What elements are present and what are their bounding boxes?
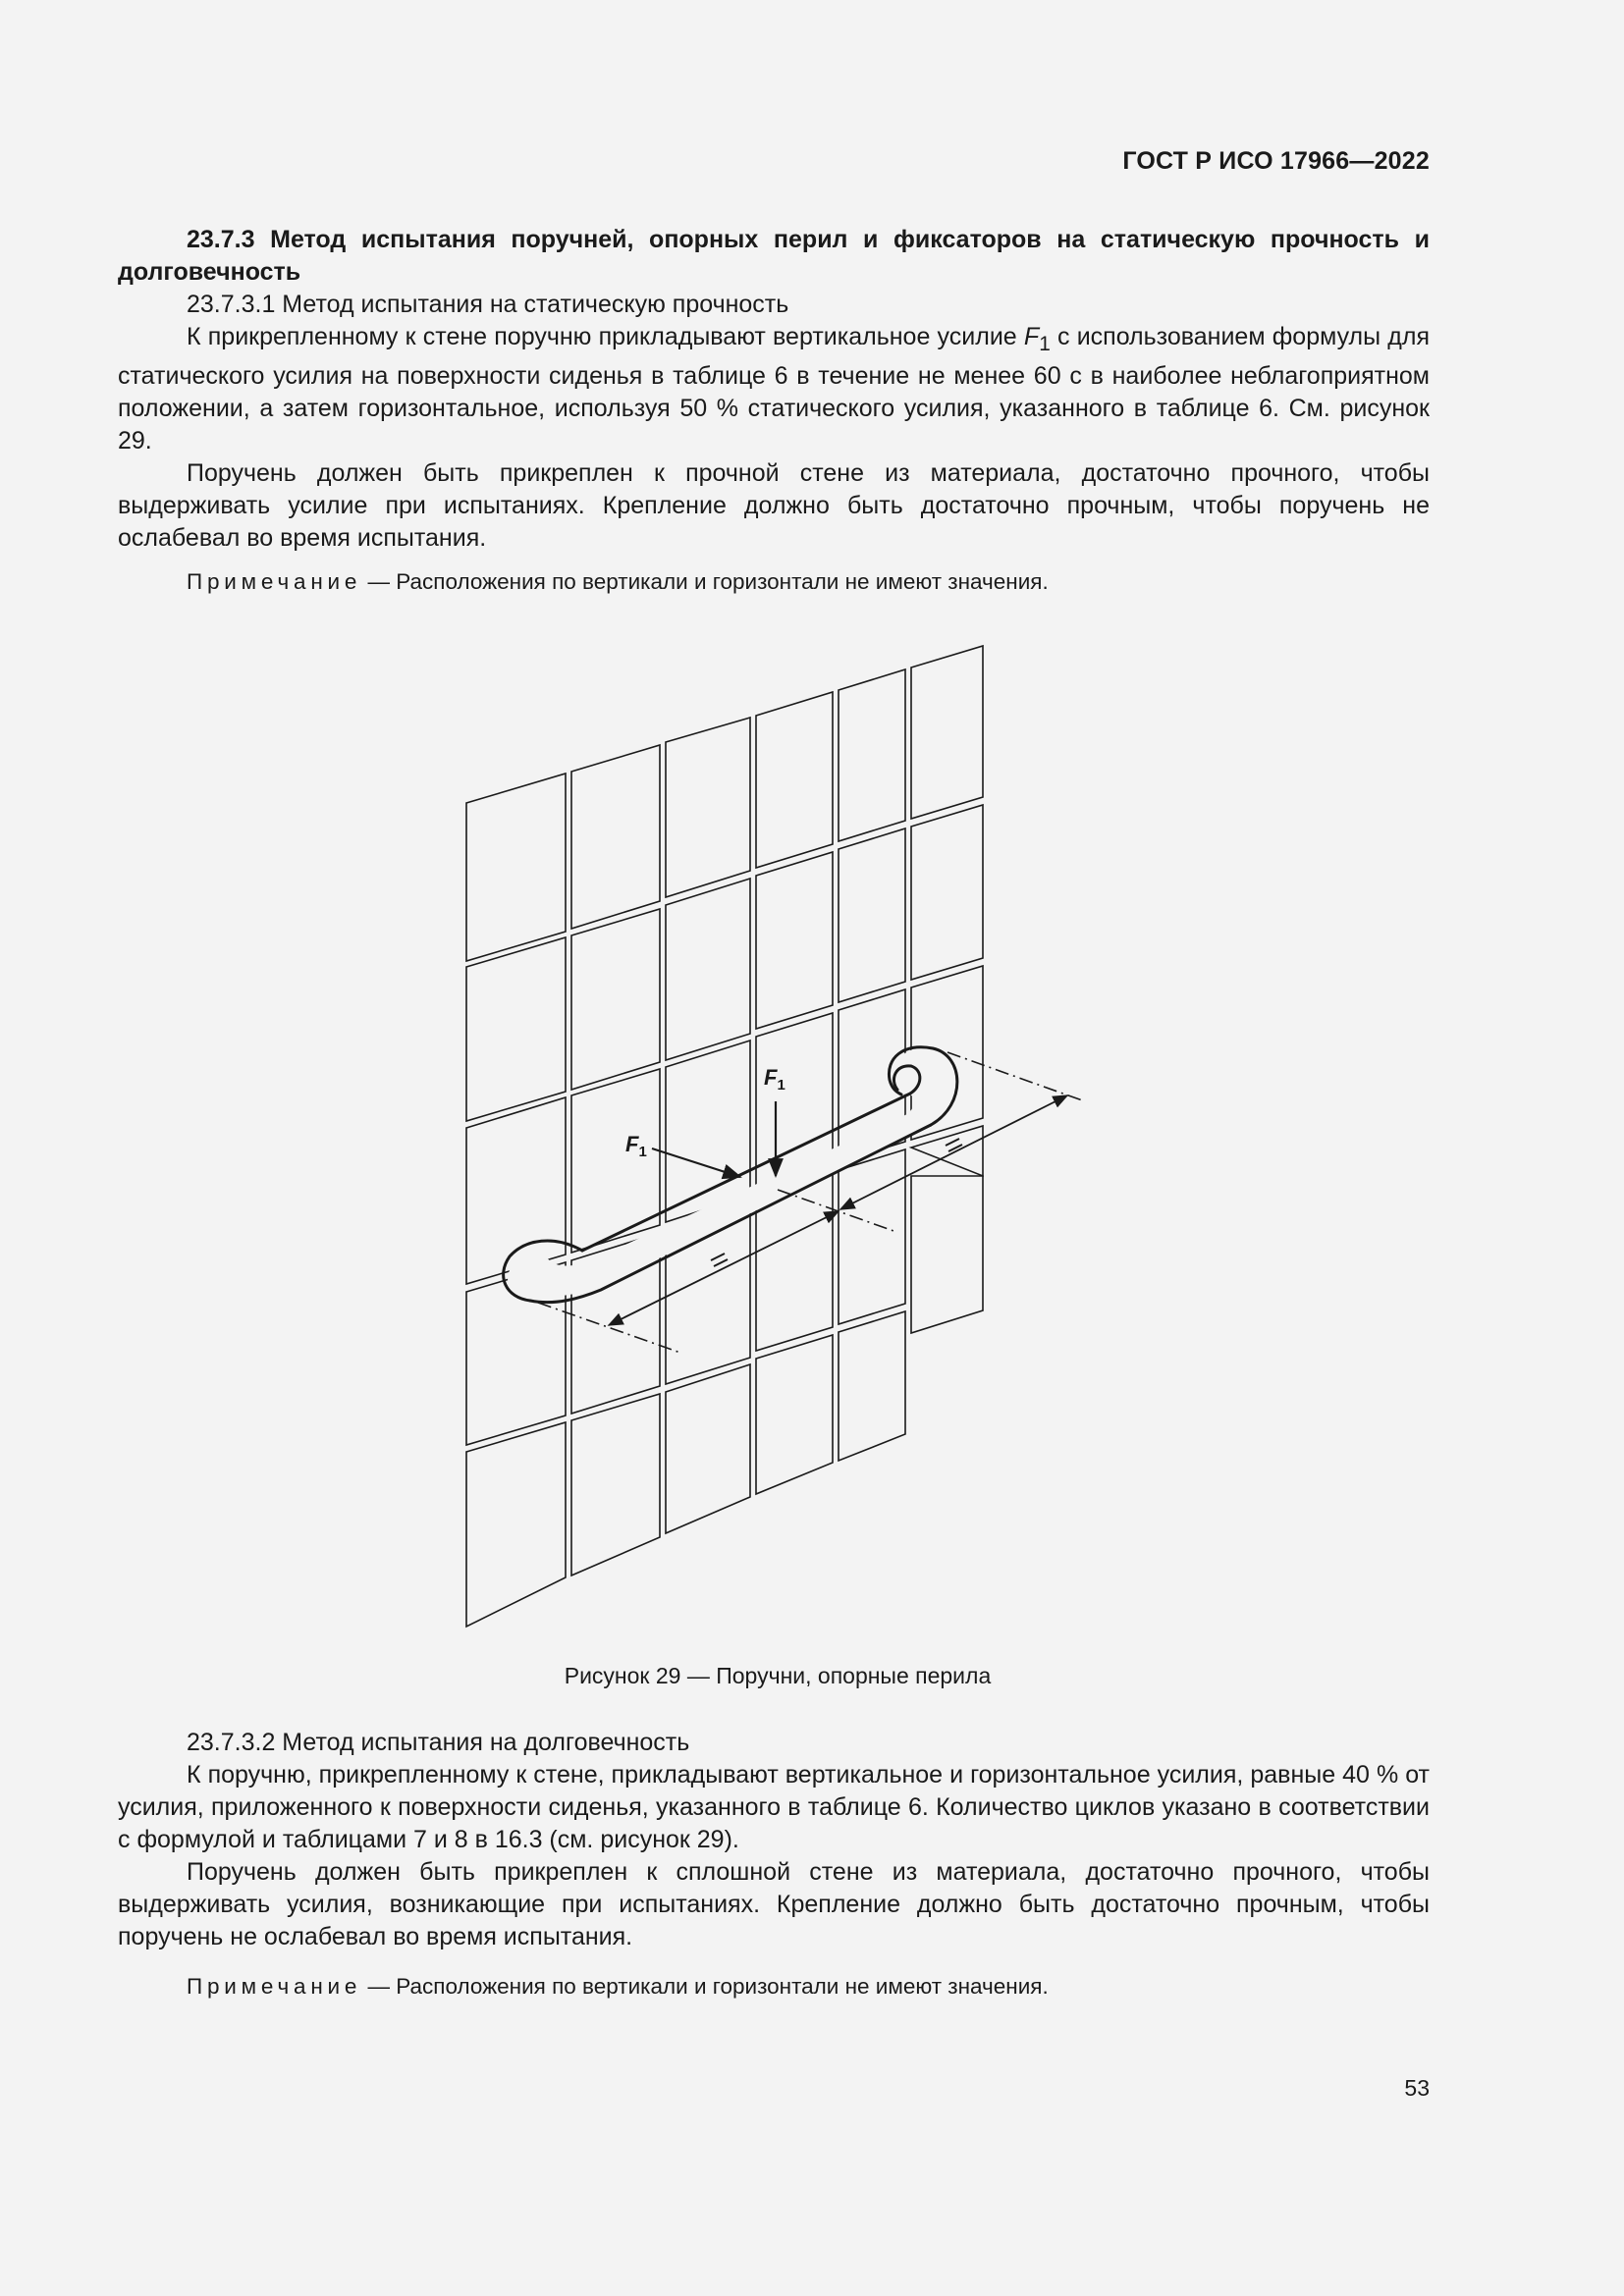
- note-2: [187, 1972, 1049, 2002]
- standard-header: ГОСТ Р ИСО 17966—2022: [1122, 147, 1430, 175]
- note-1-text: — Расположения по вертикали и горизонтали не имеют значения.: [361, 569, 1049, 594]
- label-f1-horizontal: $F_1$: [625, 1132, 647, 1160]
- paragraph-static-2: Поручень должен быть прикреплен к прочной стене из материала, достаточно прочного, чтобы выдерживать усилие при испытаниях. Крепление должно быть достаточно прочным, чтобы поручень не ослабевал во время испытания.: [118, 459, 1430, 552]
- handrail-fill: [508, 1046, 953, 1299]
- subsection-title-durability: 23.7.3.2 Метод испытания на долговечность: [187, 1729, 690, 1756]
- figure-caption: Рисунок 29 — Поручни, опорные перила: [564, 1663, 992, 1688]
- subsection-title-static: 23.7.3.1 Метод испытания на статическую прочность: [187, 291, 789, 318]
- paragraph-static-1-part-a: К прикрепленному к стене поручню прикладывают вертикальное усилие: [187, 323, 1024, 350]
- paragraph-durability-2: Поручень должен быть прикреплен к сплошной стене из материала, достаточно прочного, чтобы выдерживать усилия, возникающие при испытаниях. Крепление должно быть достаточно прочным, чтобы поручень не ослабевал во время испытания.: [118, 1858, 1430, 1950]
- note-2-label: Примечание: [187, 1974, 362, 1999]
- section-heading: 23.7.3 Метод испытания поручней, опорных перил и фиксаторов на статическую прочность и долговечность: [118, 226, 1430, 286]
- force-symbol: F: [1023, 323, 1040, 350]
- paragraph-static-1-part-b: с использованием формулы для статического усилия на поверхности сиденья в таблице 6 в течение не менее 60 с в наиболее неблагоприятном положении, а затем горизонтальное, используя 50 % статического усилия, указанного в таблице 6. См. рисунок 29.: [118, 323, 1430, 454]
- section-bottom: [118, 1727, 1430, 1953]
- label-f1-vertical: $F_1$: [764, 1065, 785, 1094]
- note-1-label: Примечание: [187, 569, 362, 594]
- page-number: 53: [1404, 2075, 1430, 2101]
- paragraph-durability-1: К поручню, прикрепленному к стене, прикладывают вертикальное и горизонтальное усилия, равные 40 % от усилия, приложенного к поверхности сиденья, указанного в таблице 6. Количество циклов указано в соответствии с формулой и таблицами 7 и 8 в 16.3 (см. рисунок 29).: [118, 1761, 1430, 1853]
- note-2-text: — Расположения по вертикали и горизонтали не имеют значения.: [361, 1974, 1049, 1999]
- force-subscript: 1: [1039, 333, 1051, 355]
- reference-lines: [538, 1052, 1085, 1353]
